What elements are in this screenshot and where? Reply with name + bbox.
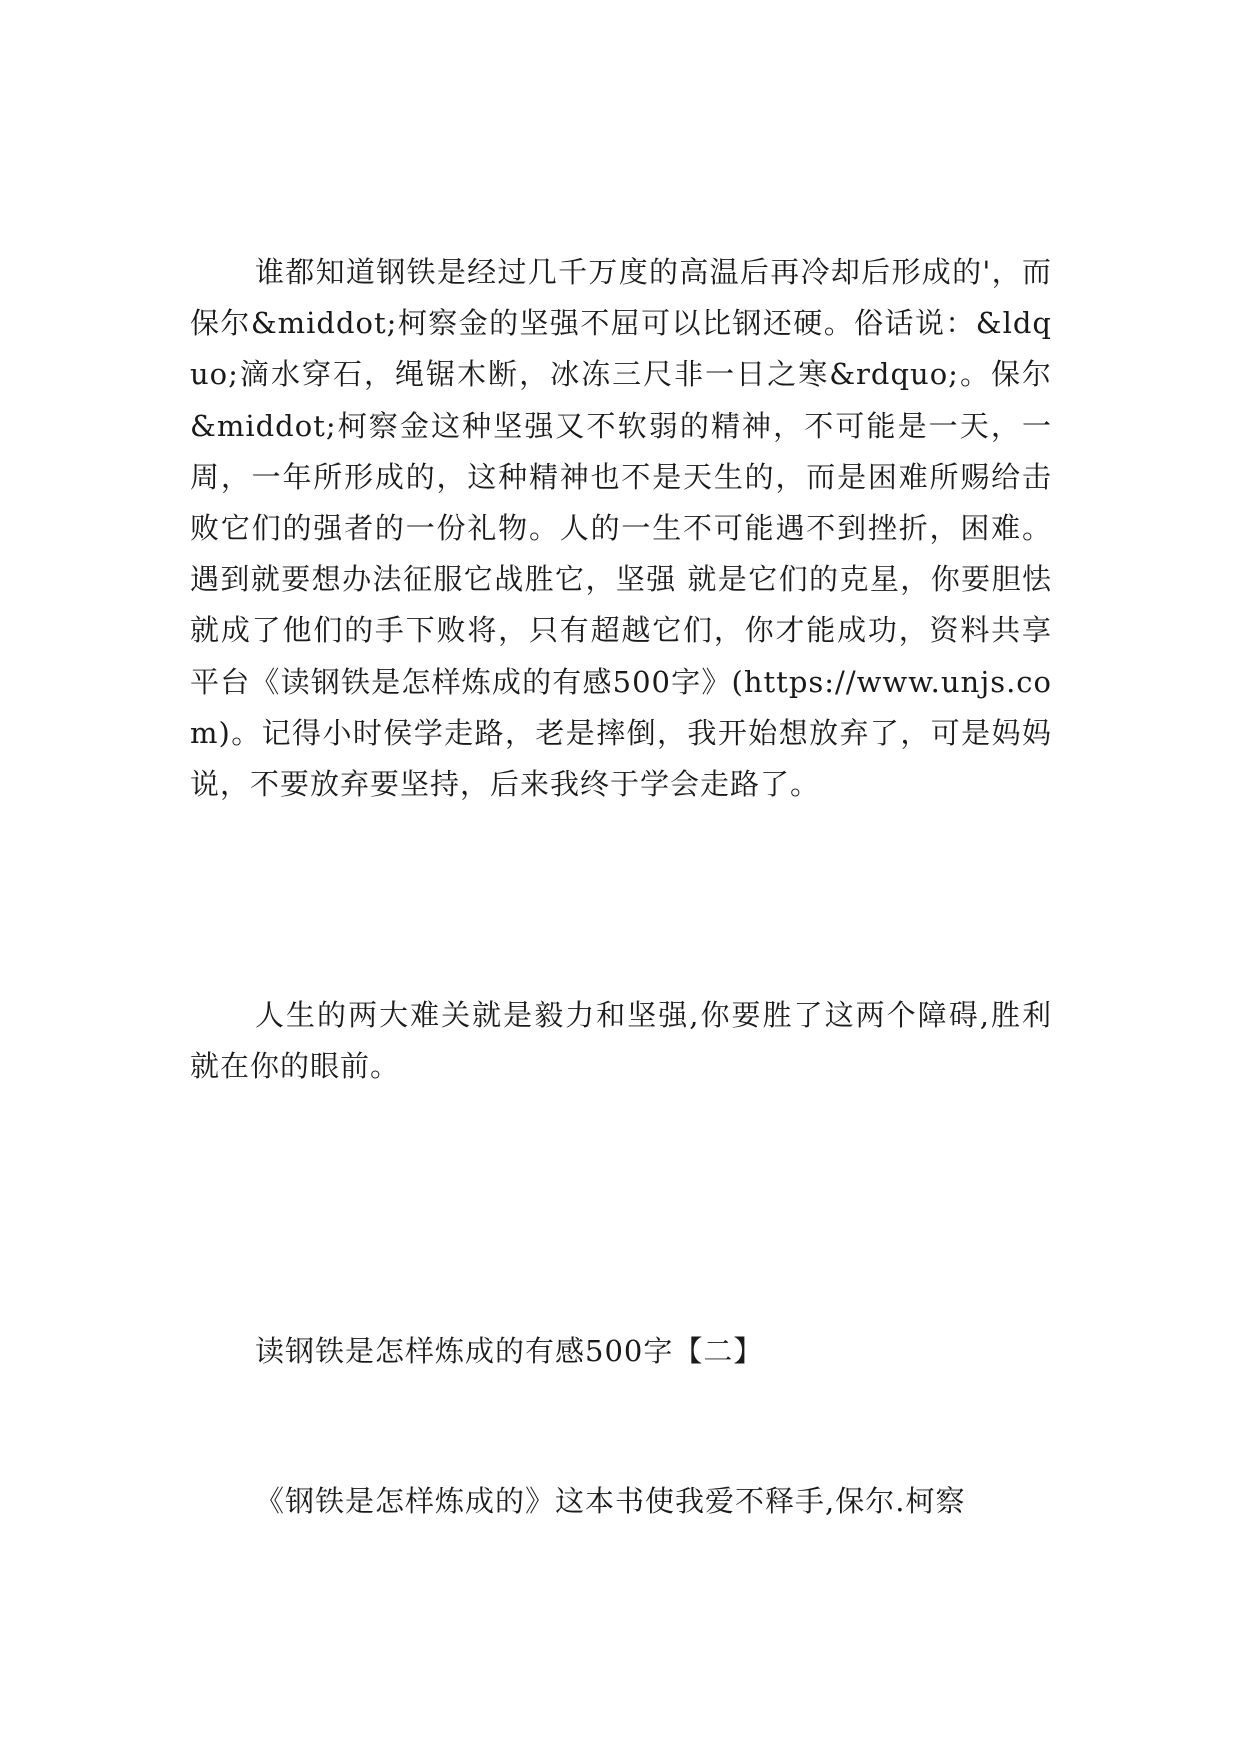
body-paragraph: 人生的两大难关就是毅力和坚强,你要胜了这两个障碍,胜利就在你的眼前。 [190,998,1052,1084]
body-paragraph: 《钢铁是怎样炼成的》这本书使我爱不释手,保尔.柯察 [255,1484,966,1518]
body-paragraph: 谁都知道钢铁是经过几千万度的高温后再冷却后形成的'，而保尔&middot;柯察金的坚强不屈可以比钢还硬。俗话说：&ldquo;滴水穿石，绳锯木断，冰冻三尺非一日之寒&rdquo;。保尔&middot;柯察金这种坚强又不软弱的精神，不可能是一天，一周，一年所形成的，这种精神也不是天生的，而是困难所赐给击败它们的强者的一份礼物。人的一生不可能遇不到挫折，困难。遇到就要想办法征服它战胜它，坚强 就是它们的克星，你要胆怯就成了他们的手下败将，只有超越它们，你才能成功，资料共享平台《读钢铁是怎样炼成的有感500字》(https://www.unjs.com)。记得小时侯学走路，老是摔倒，我开始想放弃了，可是妈妈说，不要放弃要坚持，后来我终于学会走路了。 [190,255,1052,802]
section-heading: 读钢铁是怎样炼成的有感500字【二】 [255,1334,764,1368]
